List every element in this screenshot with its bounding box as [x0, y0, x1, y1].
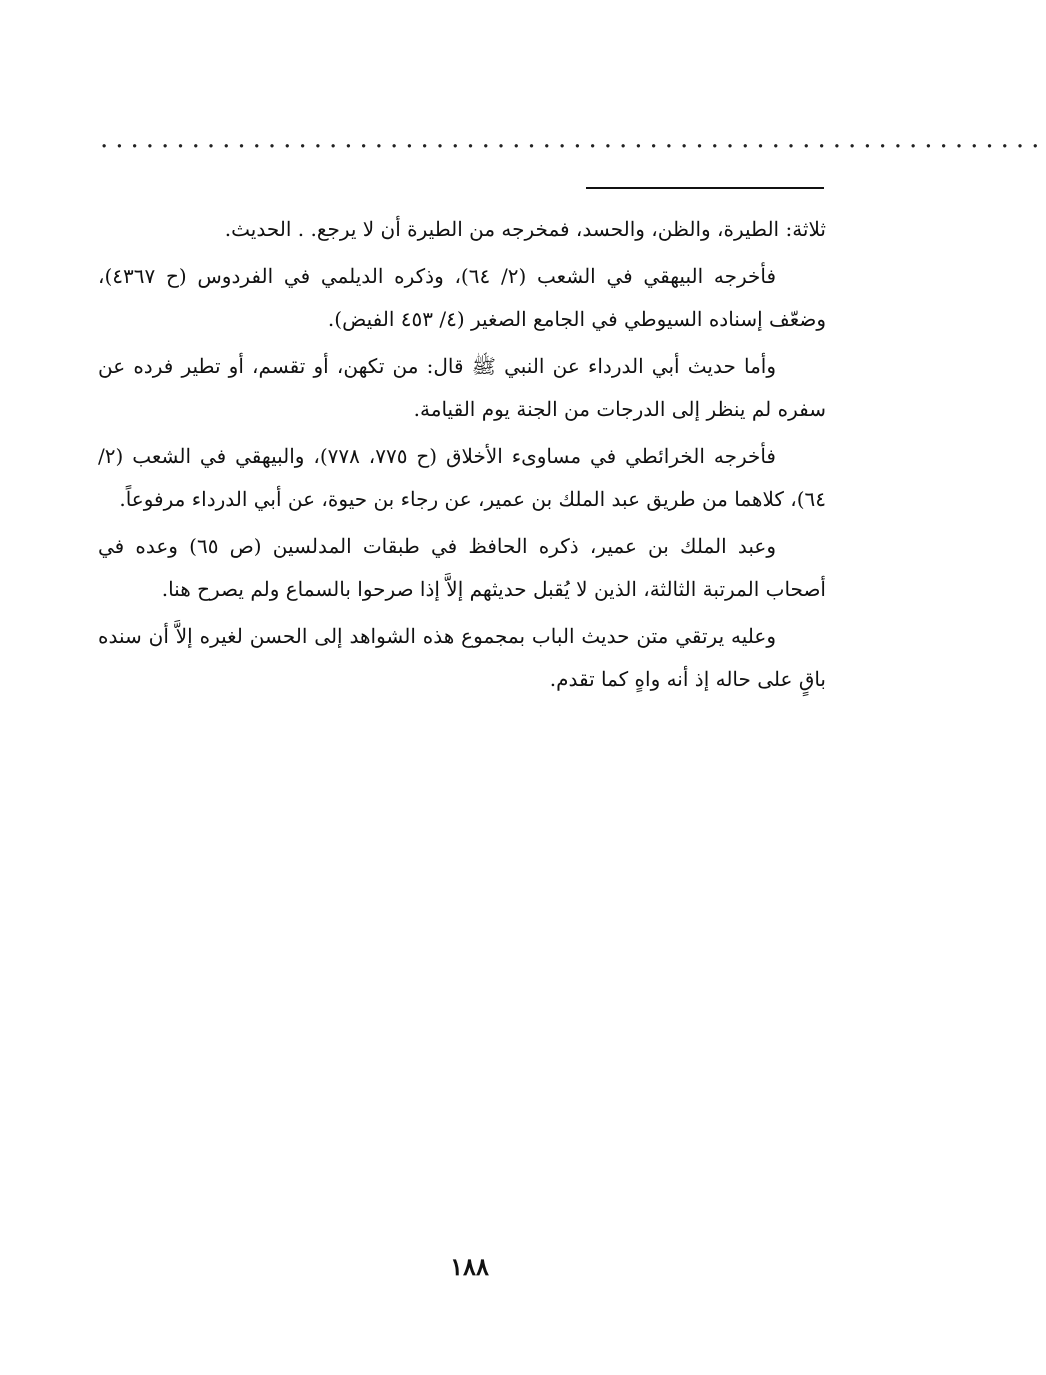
dotted-divider: ..............................................................: [100, 124, 1046, 154]
paragraph: وعبد الملك بن عمير، ذكره الحافظ في طبقات المدلسين (ص ٦٥) وعده في أصحاب المرتبة الثالثة، الذين لا يُقبل حديثهم إلاَّ إذا صرحوا بالسماع ولم يصرح هنا.: [98, 534, 826, 601]
main-text: [98, 208, 826, 705]
paragraph: وأما حديث أبي الدرداء عن النبي ﷺ قال: من تكهن، أو تقسم، أو تطير فرده عن سفره لم ينظر إلى الدرجات من الجنة يوم القيامة.: [98, 354, 826, 421]
paragraph: ثلاثة: الطيرة، والظن، والحسد، فمخرجه من الطيرة أن لا يرجع. . الحديث.: [224, 217, 826, 241]
footnote-separator-line: [586, 187, 824, 189]
paragraph: فأخرجه البيهقي في الشعب (٢/ ٦٤)، وذكره الديلمي في الفردوس (ح ٤٣٦٧)، وضعّف إسناده السيوطي في الجامع الصغير (٤/ ٤٥٣ الفيض).: [98, 264, 826, 331]
paragraph: فأخرجه الخرائطي في مساوىء الأخلاق (ح ٧٧٥، ٧٧٨)، والبيهقي في الشعب (٢/ ٦٤)، كلاهما من طريق عبد الملك بن عمير، عن رجاء بن حيوة، عن أبي الدرداء مرفوعاً.: [98, 444, 826, 511]
page-number: ١٨٨: [450, 1252, 489, 1281]
paragraph: وعليه يرتقي متن حديث الباب بمجموع هذه الشواهد إلى الحسن لغيره إلاَّ أن سنده باقٍ على حاله إذ أنه واهٍ كما تقدم.: [98, 624, 826, 691]
